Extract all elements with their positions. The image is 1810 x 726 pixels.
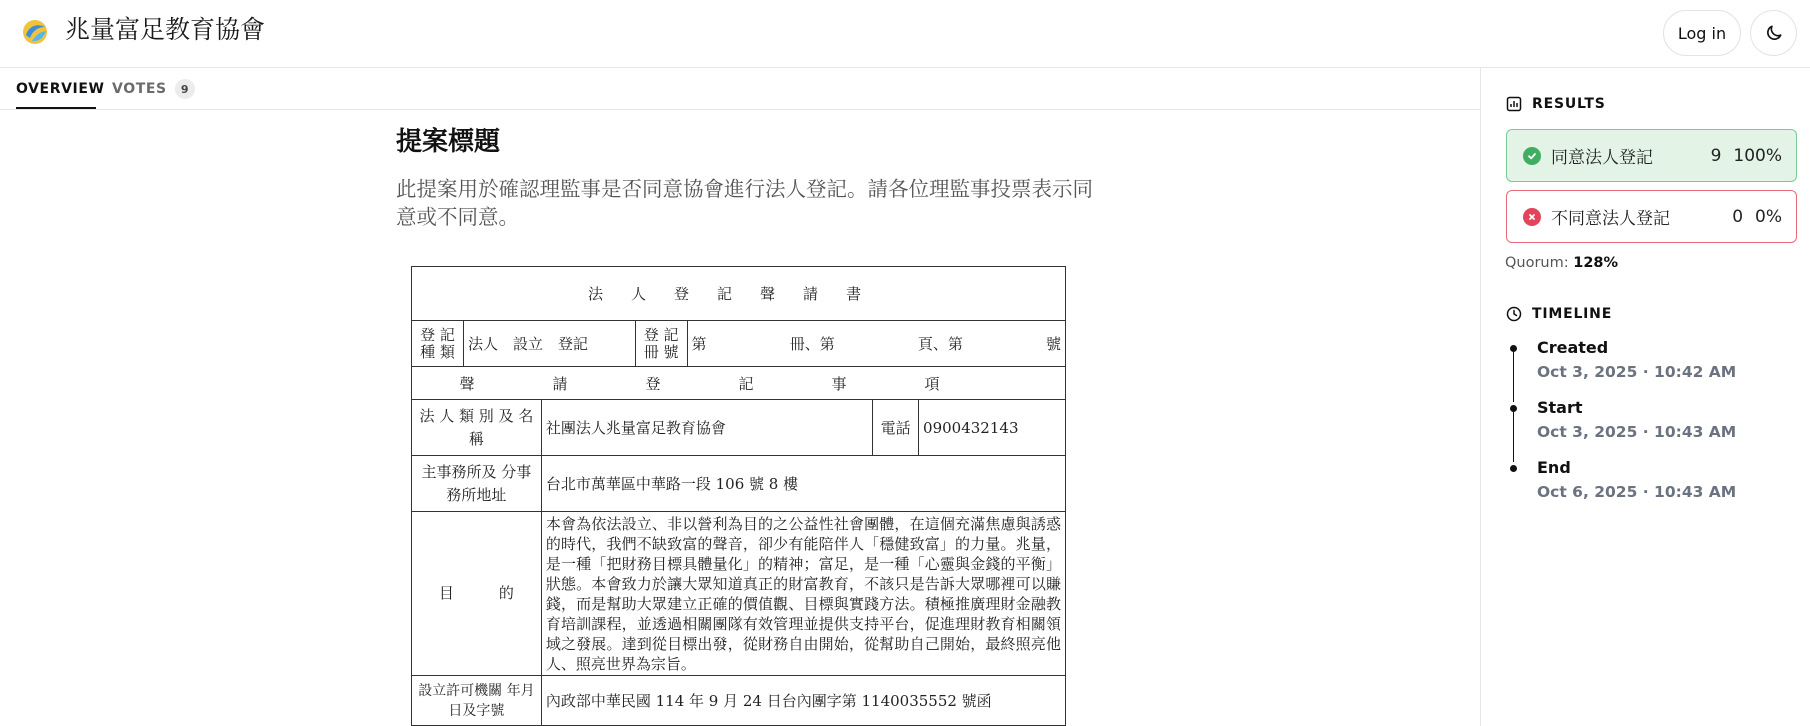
permit-value: 內政部中華民國 114 年 9 月 24 日台內團字第 1140035552 號函 <box>541 676 1065 726</box>
moon-icon <box>1764 23 1784 43</box>
tab-label: VOTES <box>112 81 167 97</box>
app-header <box>0 0 1810 68</box>
timeline-time: Oct 3, 2025 · 10:43 AM <box>1537 423 1737 441</box>
theme-toggle-button[interactable] <box>1750 10 1797 56</box>
results-heading <box>1506 96 1606 112</box>
result-option-reject <box>1506 190 1797 243</box>
quorum-value: 128% <box>1573 255 1619 271</box>
tab-overview[interactable] <box>16 68 105 110</box>
timeline-connector <box>1513 352 1514 402</box>
timeline-label: End <box>1537 458 1571 477</box>
result-count: 0 <box>1732 206 1744 227</box>
form-title: 法人登記聲請書 <box>412 267 1066 321</box>
timeline-heading-label: TIMELINE <box>1532 306 1613 322</box>
result-count: 9 <box>1710 145 1722 166</box>
tab-bar <box>0 68 1480 110</box>
section-heading: 聲請登記事項 <box>412 367 1066 400</box>
check-circle-icon <box>1523 147 1541 165</box>
timeline-dot <box>1510 465 1517 472</box>
tab-votes[interactable] <box>112 68 195 110</box>
results-heading-label: RESULTS <box>1532 96 1606 112</box>
sidebar-divider <box>1480 68 1481 726</box>
timeline-item-start <box>1537 398 1736 441</box>
address-label: 主事務所及 分事務所地址 <box>412 456 542 512</box>
reg-type-value: 法人 設立 登記 <box>463 321 635 367</box>
registration-form <box>411 266 1066 726</box>
purpose-label: 目 的 <box>412 512 542 676</box>
proposal-title: 提案標題 <box>396 127 501 157</box>
timeline-time: Oct 6, 2025 · 10:43 AM <box>1537 483 1737 501</box>
x-circle-icon <box>1523 208 1541 226</box>
registration-document-image <box>408 260 1068 726</box>
result-label: 同意法人登記 <box>1551 148 1653 168</box>
reg-no-value <box>687 321 1065 367</box>
active-tab-indicator <box>16 107 96 109</box>
bar-chart-icon <box>1506 96 1522 112</box>
org-name[interactable]: 兆量富足教育協會 <box>65 15 266 44</box>
timeline-time: Oct 3, 2025 · 10:42 AM <box>1537 363 1737 381</box>
timeline-item-created <box>1537 338 1736 381</box>
reg-no-label: 登 記 冊 號 <box>635 321 687 367</box>
result-option-approve <box>1506 129 1797 182</box>
timeline-dot <box>1510 345 1517 352</box>
address-value: 台北市萬華區中華路一段 106 號 8 樓 <box>541 456 1065 512</box>
purpose-text: 本會為依法設立、非以營利為目的之公益性社會團體，在這個充滿焦慮與誘惑的時代，我們不缺致富的聲音，卻少有能陪伴人「穩健致富」的力量。兆量，是一種「把財務目標具體量化」的精神；富足，是一種「心靈與金錢的平衡」狀態。本會致力於讓大眾知道真正的財富教育，不該只是告訴大眾哪裡可以賺錢，而是幫助大眾建立正確的價值觀、目標與實踐方法。積極推廣理財金融教育培訓課程，並透過相關團隊有效管理並提供支持平台，促進理財教育相關領域之發展。達到從目標出發，從財務自由開始，從幫助自己開始，最終照亮他人、照亮世界為宗旨。 <box>541 512 1065 676</box>
type-name-label: 法 人 類 別 及 名 稱 <box>412 400 542 456</box>
timeline-heading <box>1506 306 1612 322</box>
result-label: 不同意法人登記 <box>1551 209 1670 229</box>
quorum-readout <box>1505 255 1618 271</box>
phone-label: 電話 <box>873 400 919 456</box>
org-logo-icon[interactable] <box>22 19 48 45</box>
timeline-connector <box>1513 412 1514 462</box>
result-percent: 0% <box>1755 206 1782 227</box>
proposal-description: 此提案用於確認理監事是否同意協會進行法人登記。請各位理監事投票表示同意或不同意。 <box>396 177 1093 229</box>
timeline-label: Created <box>1537 338 1609 357</box>
timeline-dot <box>1510 405 1517 412</box>
timeline-label: Start <box>1537 398 1583 417</box>
timeline-item-end <box>1537 458 1736 501</box>
tab-label: OVERVIEW <box>16 81 105 97</box>
permit-label: 設立許可機關 年月日及字號 <box>412 676 542 726</box>
reg-type-label: 登 記 種 類 <box>412 321 464 367</box>
reg-no-part: 第 <box>691 335 707 353</box>
quorum-label: Quorum: <box>1505 255 1569 271</box>
reg-no-part: 頁、第 <box>917 335 963 353</box>
phone-value: 0900432143 <box>919 400 1066 456</box>
clock-icon <box>1506 306 1522 322</box>
reg-no-part: 號 <box>1045 335 1061 353</box>
votes-count-badge: 9 <box>175 79 195 99</box>
reg-no-part: 冊、第 <box>789 335 835 353</box>
login-button[interactable]: Log in <box>1663 10 1741 56</box>
result-percent: 100% <box>1733 145 1782 166</box>
type-name-value: 社團法人兆量富足教育協會 <box>541 400 872 456</box>
